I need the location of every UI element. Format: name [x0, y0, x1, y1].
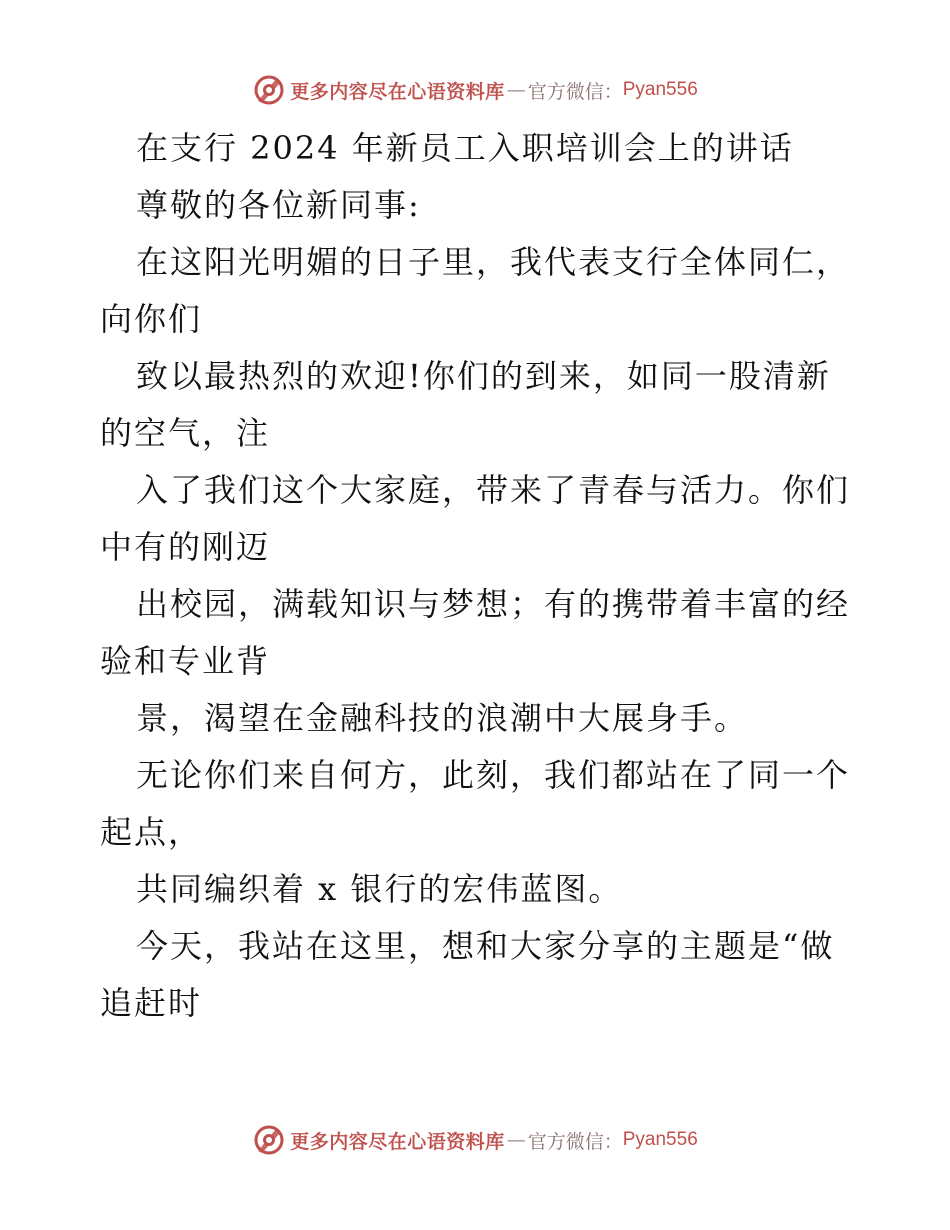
text-line: 致以最热烈的欢迎!你们的到来，如同一股清新 [136, 357, 831, 395]
text-line: 追赶时 [100, 984, 203, 1022]
pen-logo-icon [252, 1123, 286, 1157]
banner-title: 更多内容尽在心语资料库 [290, 80, 505, 103]
header-banner [0, 70, 950, 110]
text-line: 的空气，注 [100, 414, 271, 452]
text-line-greeting: 尊敬的各位新同事: [136, 186, 421, 224]
text-line: 今天，我站在这里，想和大家分享的主题是“做 [136, 927, 835, 965]
pen-logo-icon [252, 73, 286, 107]
banner-wechat-id: Pyan556 [622, 1129, 698, 1150]
banner-wechat-id: Pyan556 [622, 79, 698, 100]
text-line: 验和专业背 [100, 642, 271, 680]
text-line: 向你们 [100, 300, 203, 338]
text-line: 在这阳光明媚的日子里，我代表支行全体同仁， [136, 243, 851, 281]
footer-banner [0, 1120, 950, 1160]
text-line: 无论你们来自何方，此刻，我们都站在了同一个 [136, 756, 851, 794]
banner-title: 更多内容尽在心语资料库 [290, 1130, 505, 1153]
banner-dash: — [506, 1129, 526, 1151]
banner-wechat-label: 官方微信： [527, 1130, 623, 1153]
banner-wechat-label: 官方微信： [527, 80, 623, 103]
text-line: 景，渴望在金融科技的浪潮中大展身手。 [136, 699, 749, 737]
text-line: 出校园，满载知识与梦想；有的携带着丰富的经 [136, 585, 851, 623]
text-line: 入了我们这个大家庭，带来了青春与活力。你们 [136, 471, 851, 509]
banner-dash: — [506, 79, 526, 101]
text-line: 起点， [100, 813, 203, 851]
document-body [100, 120, 860, 1032]
text-line: 中有的刚迈 [100, 528, 271, 566]
text-line: 共同编织着 x 银行的宏伟蓝图。 [136, 870, 623, 908]
text-line-title: 在支行 2024 年新员工入职培训会上的讲话 [136, 129, 794, 167]
